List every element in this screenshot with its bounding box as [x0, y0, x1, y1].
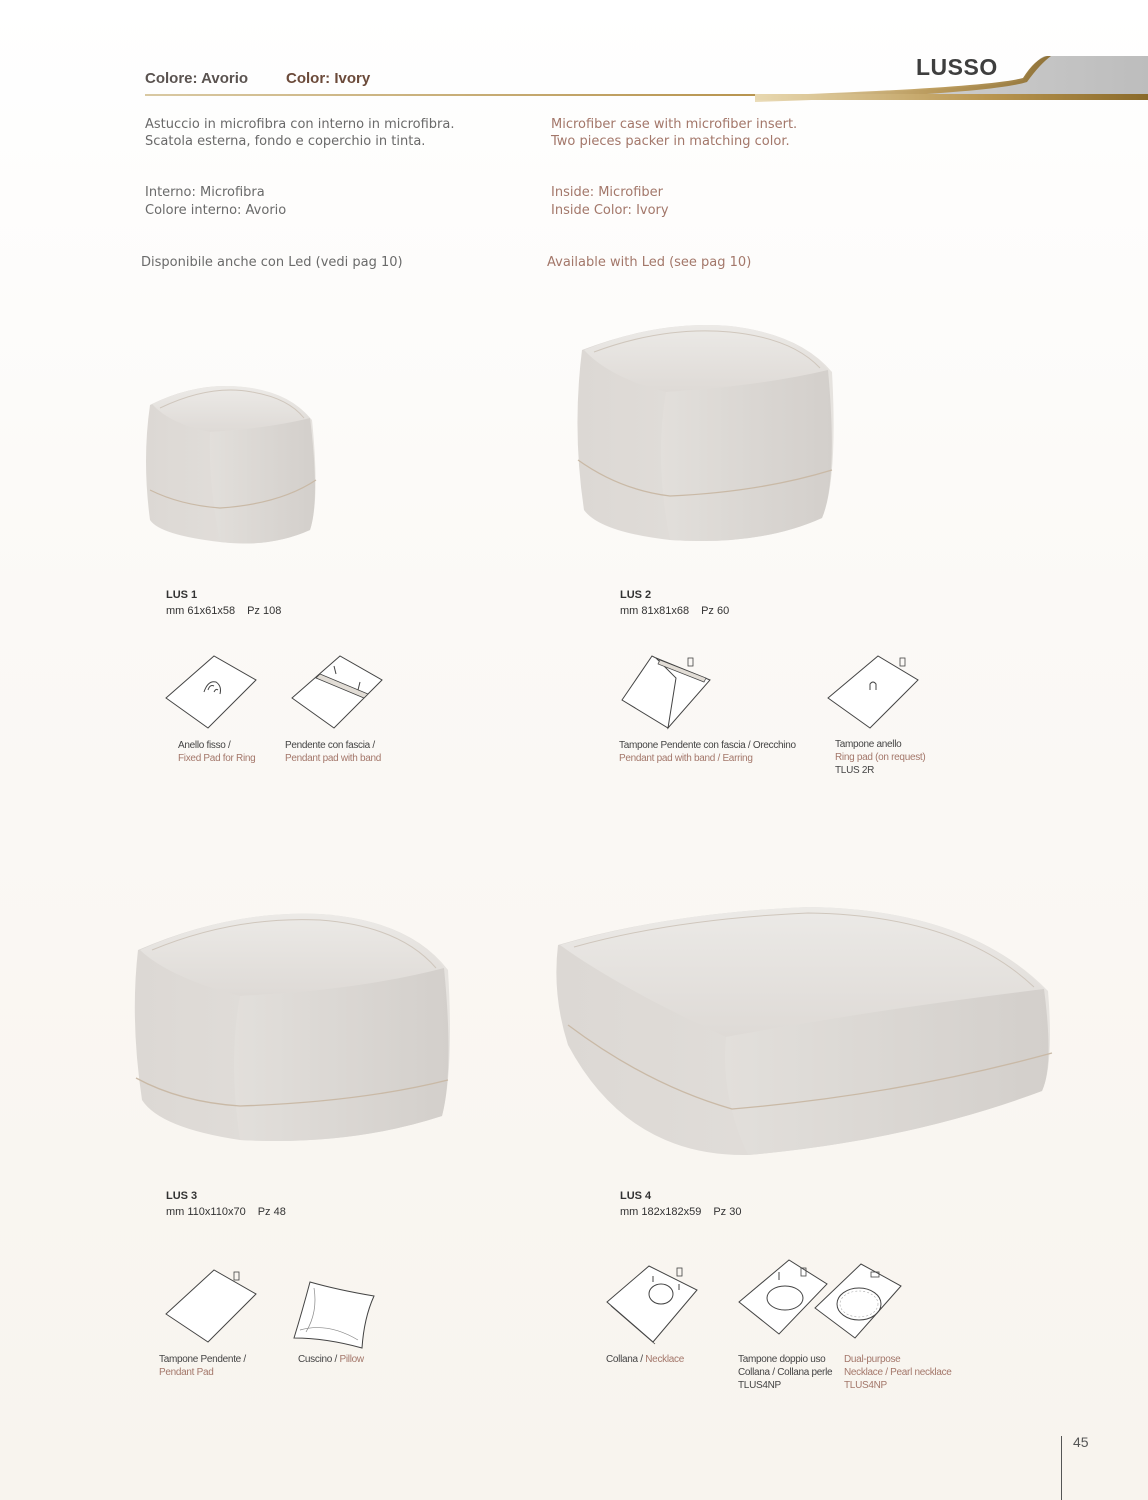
- caption-it: Cuscino /: [298, 1354, 337, 1365]
- product-size-qty: [620, 605, 729, 617]
- led-note-en: Available with Led (see pag 10): [547, 255, 752, 270]
- insert-caption-dual-it: [738, 1353, 832, 1392]
- inside-it-1: Interno: Microfibra: [145, 185, 265, 200]
- product-qty: Pz 30: [713, 1206, 742, 1218]
- insert-caption-ring: [178, 739, 255, 765]
- color-label-it: Colore: Avorio: [145, 70, 249, 87]
- caption-en: Pendant pad with band / Earring: [619, 753, 753, 764]
- inside-en-2: Inside Color: Ivory: [551, 203, 669, 218]
- caption-it: Tampone Pendente /: [159, 1354, 246, 1365]
- desc-it-1: Astuccio in microfibra con interno in microfibra.: [145, 117, 455, 132]
- pendant-pad-icon: [162, 1266, 260, 1346]
- pillow-icon: [288, 1272, 380, 1350]
- caption-en: Ring pad (on request): [835, 752, 926, 763]
- product-code: LUS 2: [620, 589, 652, 601]
- insert-caption-pendant-band: [285, 739, 381, 765]
- page-number-rule: [1061, 1436, 1062, 1500]
- led-note-it: Disponibile anche con Led (vedi pag 10): [141, 255, 403, 270]
- desc-it-2: Scatola esterna, fondo e coperchio in tinta.: [145, 134, 426, 149]
- insert-caption-pendant-earring: [619, 739, 796, 765]
- product-size: mm 182x182x59: [620, 1206, 702, 1218]
- caption-en: Pillow: [339, 1354, 364, 1365]
- caption-en: Fixed Pad for Ring: [178, 753, 256, 764]
- caption-code: TLUS 2R: [835, 765, 875, 776]
- product-size-qty: [620, 1206, 741, 1218]
- caption-it-2: Collana / Collana perle: [738, 1367, 833, 1378]
- product-size: mm 81x81x68: [620, 605, 690, 617]
- product-qty: Pz 60: [701, 605, 730, 617]
- lus2-box-image: [570, 320, 840, 550]
- insert-caption-pillow: [298, 1353, 364, 1366]
- desc-en-1: Microfiber case with microfiber insert.: [551, 117, 798, 132]
- lus1-box-image: [140, 380, 330, 550]
- caption-it: Anello fisso /: [178, 740, 231, 751]
- caption-en-code: TLUS4NP: [844, 1380, 887, 1391]
- product-size: mm 61x61x58: [166, 605, 236, 617]
- caption-en: Pendant Pad: [159, 1367, 214, 1378]
- product-code: LUS 4: [620, 1190, 652, 1202]
- product-qty: Pz 48: [257, 1206, 286, 1218]
- caption-it: Tampone Pendente con fascia / Orecchino: [619, 740, 796, 751]
- caption-it: Pendente con fascia /: [285, 740, 375, 751]
- product-qty: Pz 108: [247, 605, 282, 617]
- product-lus3: [166, 1190, 286, 1218]
- lus4-box-image: [548, 905, 1058, 1165]
- lus3-box-image: [130, 910, 455, 1150]
- necklace-pad-icon: [603, 1262, 703, 1346]
- caption-en-1: Dual-purpose: [844, 1354, 901, 1365]
- product-size-qty: [166, 1206, 286, 1218]
- caption-en: Necklace: [645, 1354, 684, 1365]
- dual-purpose-pad-icon: [735, 1258, 915, 1354]
- product-lus4: [620, 1190, 741, 1218]
- caption-en: Pendant pad with band: [285, 753, 382, 764]
- product-size: mm 110x110x70: [166, 1206, 246, 1218]
- pendant-earring-pad-icon: [618, 650, 718, 734]
- insert-caption-ring-request: [835, 738, 925, 777]
- caption-en-2: Necklace / Pearl necklace: [844, 1367, 952, 1378]
- inside-en-1: Inside: Microfiber: [551, 185, 663, 200]
- page-number: 45: [1073, 1434, 1089, 1450]
- product-size-qty: [166, 605, 281, 617]
- product-lus1: [166, 589, 281, 617]
- insert-caption-necklace: [606, 1353, 684, 1366]
- desc-en-2: Two pieces packer in matching color.: [551, 134, 790, 149]
- caption-it: Collana /: [606, 1354, 643, 1365]
- product-lus2: [620, 589, 729, 617]
- ring-pad-icon: [162, 652, 260, 732]
- color-label-en: Color: Ivory: [286, 70, 371, 87]
- caption-it-1: Tampone doppio uso: [738, 1354, 826, 1365]
- caption-code: TLUS4NP: [738, 1380, 781, 1391]
- product-code: LUS 3: [166, 1190, 198, 1202]
- pendant-band-pad-icon: [288, 652, 386, 732]
- product-code: LUS 1: [166, 589, 198, 601]
- caption-it: Tampone anello: [835, 739, 902, 750]
- insert-caption-dual-en: [844, 1353, 952, 1392]
- insert-caption-pendant: [159, 1353, 246, 1379]
- ring-pad-request-icon: [826, 650, 922, 732]
- inside-it-2: Colore interno: Avorio: [145, 203, 287, 218]
- collection-title: LUSSO: [916, 54, 998, 80]
